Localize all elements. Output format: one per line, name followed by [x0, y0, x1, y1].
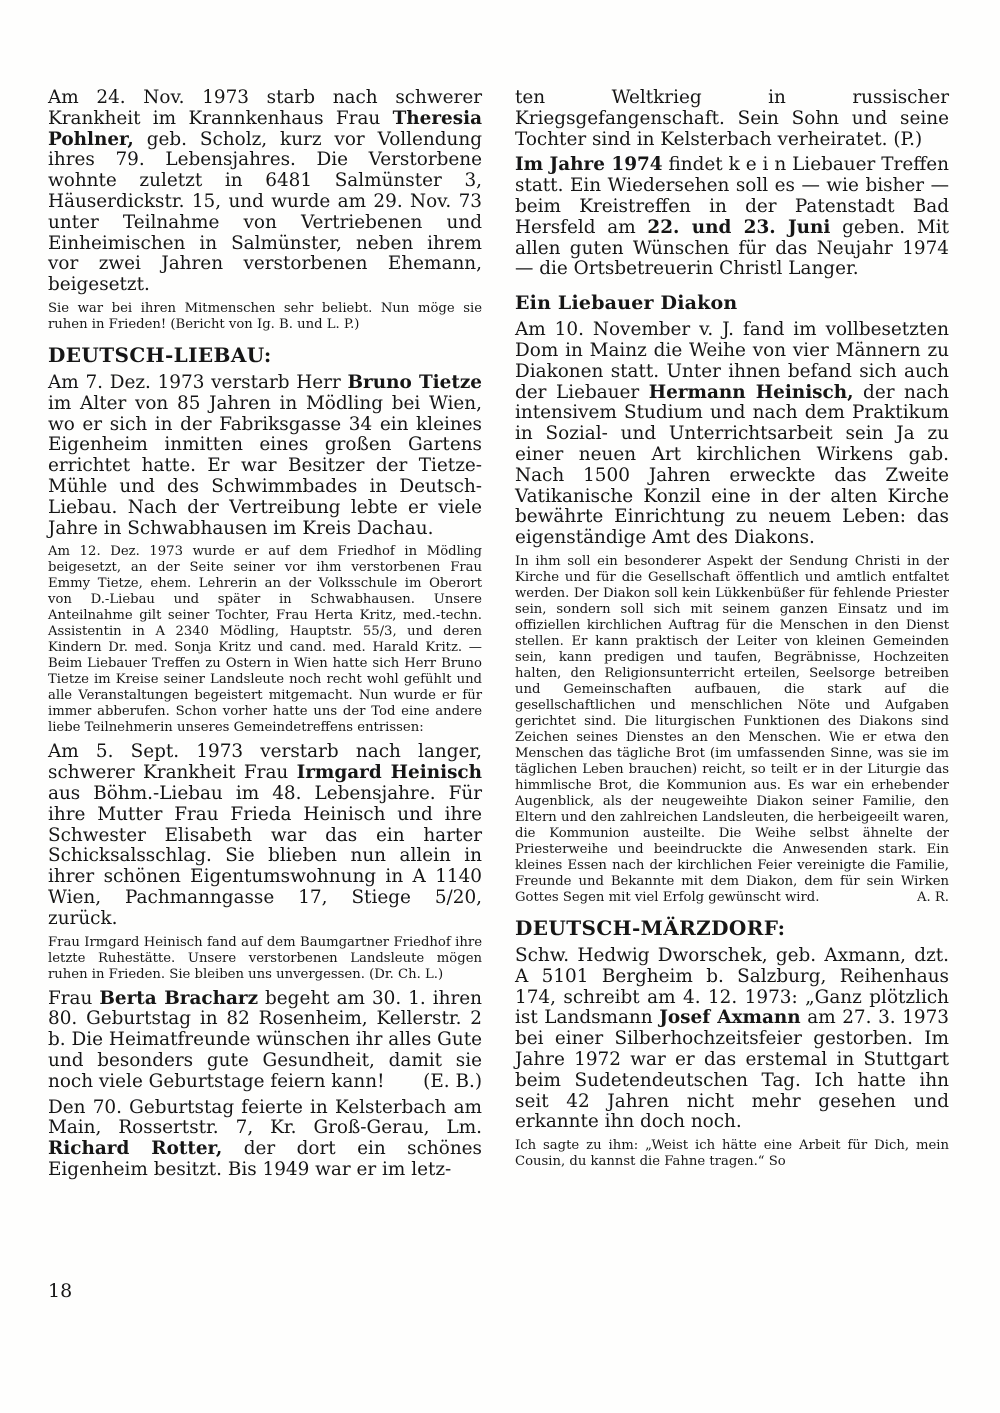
- obituary-heinisch-note: [48, 935, 482, 983]
- subheading-ein-liebauer-diakon: Ein Liebauer Diakon: [515, 292, 738, 315]
- obituary-pohlner-paragraph: [48, 88, 482, 296]
- bold-name-text: Richard Rotter,: [48, 1138, 223, 1160]
- birthday-bracharz-paragraph: [48, 989, 482, 1093]
- body-text: begeht am 30. 1. ihren 80. Geburtstag in 82 Rosenheim, Kellerstr. 2 b. Die Heimatfreunde wünschen ihr alles Gute und besonders gute Gesundheit, damit sie noch viele Geburtstage feiern kann!: [48, 987, 482, 1092]
- body-text: Am 12. Dez. 1973 wurde er auf dem Friedhof in Mödling beigesetzt, an der Seite seiner vor ihm verstorbenen Frau Emmy Tietze, ehem. Lehrerin an der Volksschule im Oberort von D.-Liebau und später in Schwabhausen. Unsere Anteilnahme gilt seiner Tochter, Frau Herta Kritz, med.-techn. Assistentin in A 2340 Mödling, Hauptstr. 55/3, und deren Kindern Dr. med. Sonja Kritz und cand. med. Harald Kritz. — Beim Liebauer Treffen zu Ostern in Wien hatte sich Herr Bruno Tietze im Kreise seiner Landsleute noch recht wohl gefühlt und alle Veranstaltungen begeistert mitgemacht. Nun wurde er für immer abberufen. Schon vorher hatte uns der Tod eine andere liebe Teilnehmerin unseres Gemeindetreffens entrissen:: [48, 544, 482, 736]
- body-text: Ich sagte zu ihm: „Weist ich hätte eine Arbeit für Dich, mein Cousin, du kannst die Fahne tragen.“ So: [515, 1138, 949, 1170]
- body-text: der nach intensivem Studium und nach dem Praktikum in Sozial- und Unterrichtsarbeit sein Ja zu einer neuen Art kirchlichen Wirkens gab. Nach 1500 Jahren erweckte das Zweite Vatikanische Konzil eine in der alten Kirche bewährte Einrichtung zu neuem Leben: das eigenständige Amt des Diakons.: [515, 381, 950, 549]
- signature: A. R.: [916, 889, 949, 905]
- right-column: [515, 88, 949, 1176]
- section-heading-deutsch-maerzdorf: DEUTSCH-MÄRZDORF:: [515, 915, 786, 940]
- rotter-continuation-paragraph: [515, 88, 949, 150]
- bold-name-text: Berta Bracharz: [99, 987, 259, 1009]
- birthday-rotter-paragraph: [48, 1098, 482, 1181]
- obituary-pohlner-note: [48, 301, 482, 333]
- bold-name-text: Irmgard Heinisch: [296, 762, 482, 784]
- body-text: Frau: [48, 987, 100, 1009]
- body-text: Am 10. November v. J. fand im vollbesetzten Dom in Mainz die Weihe von vier Männern zu Diakonen statt. Unter ihnen befand sich auch der Liebauer: [515, 319, 949, 403]
- bold-name-text: Bruno Tietze: [347, 371, 482, 393]
- body-text: geb. Scholz, kurz vor Vollendung ihres 79. Lebensjahres. Die Verstorbene wohnte zuletzt in 6481 Salmünster 3, Häuserdickstr. 15, und wurde am 29. Nov. 73 unter Teilnahme von Vertriebenen und Einheimischen in Salmünster, neben ihrem vor zwei Jahren verstorbenen Ehemann, beigesetzt.: [48, 128, 482, 296]
- body-text: Sie war bei ihren Mitmenschen sehr beliebt. Nun möge sie ruhen in Frieden! (Bericht von Ig. B. und L. P.): [48, 300, 482, 332]
- body-text: Den 70. Geburtstag feierte in Kelsterbach am Main, Rossertstr. 7, Kr. Groß-Gerau, Lm.: [48, 1096, 482, 1139]
- body-text: der dort ein schönes Eigenheim besitzt. Bis 1949 war er im letz-: [48, 1138, 482, 1180]
- diakon-weihe-paragraph: [515, 320, 949, 549]
- left-column: [48, 88, 482, 1186]
- body-text: geben. Mit allen guten Wünschen für das Neujahr 1974 — die Ortsbetreuerin Christl Langer.: [515, 216, 950, 280]
- bold-name-text: Hermann Heinisch,: [648, 381, 854, 403]
- axmann-zitat-note: [515, 1138, 949, 1170]
- section-heading-deutsch-liebau: DEUTSCH-LIEBAU:: [48, 342, 272, 367]
- body-text: am 27. 3. 1973 bei einer Silberhochzeitsfeier gestorben. Im Jahre 1972 war er das erstemal in Stuttgart beim Sudetendeutschen Tag. Ich hatte ihn seit 42 Jahren nicht mehr gesehen und erkannte ihn doch noch.: [515, 1007, 950, 1133]
- body-text: ten Weltkrieg in russischer Kriegsgefangenschaft. Sein Sohn und seine Tochter sind in Kelsterbach verheiratet. (P.): [515, 87, 949, 150]
- signature: (E. B.): [423, 1070, 482, 1092]
- diakon-erlaeuterung-note: [515, 554, 949, 906]
- bold-name-text: Josef Axmann: [659, 1007, 801, 1029]
- body-text: findet k e i n Liebauer Treffen statt. Ein Wiedersehen soll es — wie bisher — beim Kreistreffen in der Patenstadt Bad Hersfeld am: [515, 154, 949, 238]
- bold-name-text: Theresia Pohlner,: [48, 107, 482, 150]
- body-text: aus Böhm.-Liebau im 48. Lebensjahre. Für ihre Mutter Frau Frieda Heinisch und ihre Schwester Elisabeth war das ein harter Schicksalsschlag. Sie blieben nun allein in ihrer schönen Eigentumswohnung in A 1140 Wien, Pachmanngasse 17, Stiege 5/20, zurück.: [48, 782, 482, 929]
- body-text: Am 24. Nov. 1973 starb nach schwerer Krankheit im Krannkenhaus Frau: [48, 87, 482, 129]
- bold-name-text: 22. und 23. Juni: [647, 216, 831, 238]
- treffen-1974-paragraph: [515, 155, 949, 280]
- page-number: 18: [48, 1280, 73, 1302]
- bold-name-text: Im Jahre 1974: [515, 154, 663, 176]
- obituary-heinisch-paragraph: [48, 742, 482, 929]
- body-text: im Alter von 85 Jahren in Mödling bei Wien, wo er sich in der Fabriksgasse 34 ein kleines Eigenheim inmitten eines großen Gartens errichtet hatte. Er war Besitzer der Tietze-Mühle und des Schwimmbades in Deutsch-Liebau. Nach der Vertreibung lebte er viele Jahre in Schwabhausen im Kreis Dachau.: [48, 392, 482, 539]
- body-text: Schw. Hedwig Dworschek, geb. Axmann, dzt. A 5101 Bergheim b. Salzburg, Reihenhaus 174, schreibt am 4. 12. 1973: „Ganz plötzlich ist Landsmann: [515, 944, 949, 1029]
- body-text: Am 7. Dez. 1973 verstarb Herr: [48, 371, 348, 393]
- obituary-tietze-paragraph: [48, 373, 482, 539]
- axmann-paragraph: [515, 946, 949, 1133]
- body-text: Frau Irmgard Heinisch fand auf dem Baumgartner Friedhof ihre letzte Ruhestätte. Unsere verstorbenen Landsleute mögen ruhen in Frieden. Sie bleiben uns unvergessen. (Dr. Ch. L.): [48, 934, 482, 982]
- body-text: Am 5. Sept. 1973 verstarb nach langer, schwerer Krankheit Frau: [48, 741, 482, 784]
- obituary-tietze-note: [48, 544, 482, 736]
- body-text: In ihm soll ein besonderer Aspekt der Sendung Christi in der Kirche und für die Gesellschaft öffentlich und amtlich entfaltet werden. Der Diakon soll kein Lükkenbüßer für fehlende Priester sein, sondern soll sich mit seinem ganzen Einsatz und im offiziellen kirchlichen Auftrag für die Menschen in den Dienst stellen. Er kann praktisch der Leiter von kleinen Gemeinden sein, kann predigen und taufen, Begräbnisse, Hochzeiten halten, den Religionsunterricht erteilen, Seelsorge betreiben und Gemeinschaften aufbauen, die stark auf die gesellschaftlichen und menschlichen Nöte und Aufgaben gerichtet sind. Die liturgischen Funktionen des Diakons sind Zeichen seines Dienstes an den Menschen. Wie er etwa den Menschen das tägliche Brot (im umfassenden Sinne, was sie im täglichen Leben brauchen) reicht, so teilt er in der Liturgie das himmlische Brot, die Kommunion aus. Es war ein erhebender Augenblick, als der neugeweihte Diakon seiner Familie, den Eltern und den zahlreichen Landsleuten, die herbeigeeilt waren, die Kommunion austeilte. Die Weihe selbst ähnelte der Priesterweihe und beeindruckte die Anwesenden stark. Ein kleines Essen nach der kirchlichen Feier vereinigte die Familie, Freunde und Bekannte mit dem Diakon, dem für sein Wirken Gottes Segen mit viel Erfolg gewünscht wird.: [515, 553, 949, 905]
